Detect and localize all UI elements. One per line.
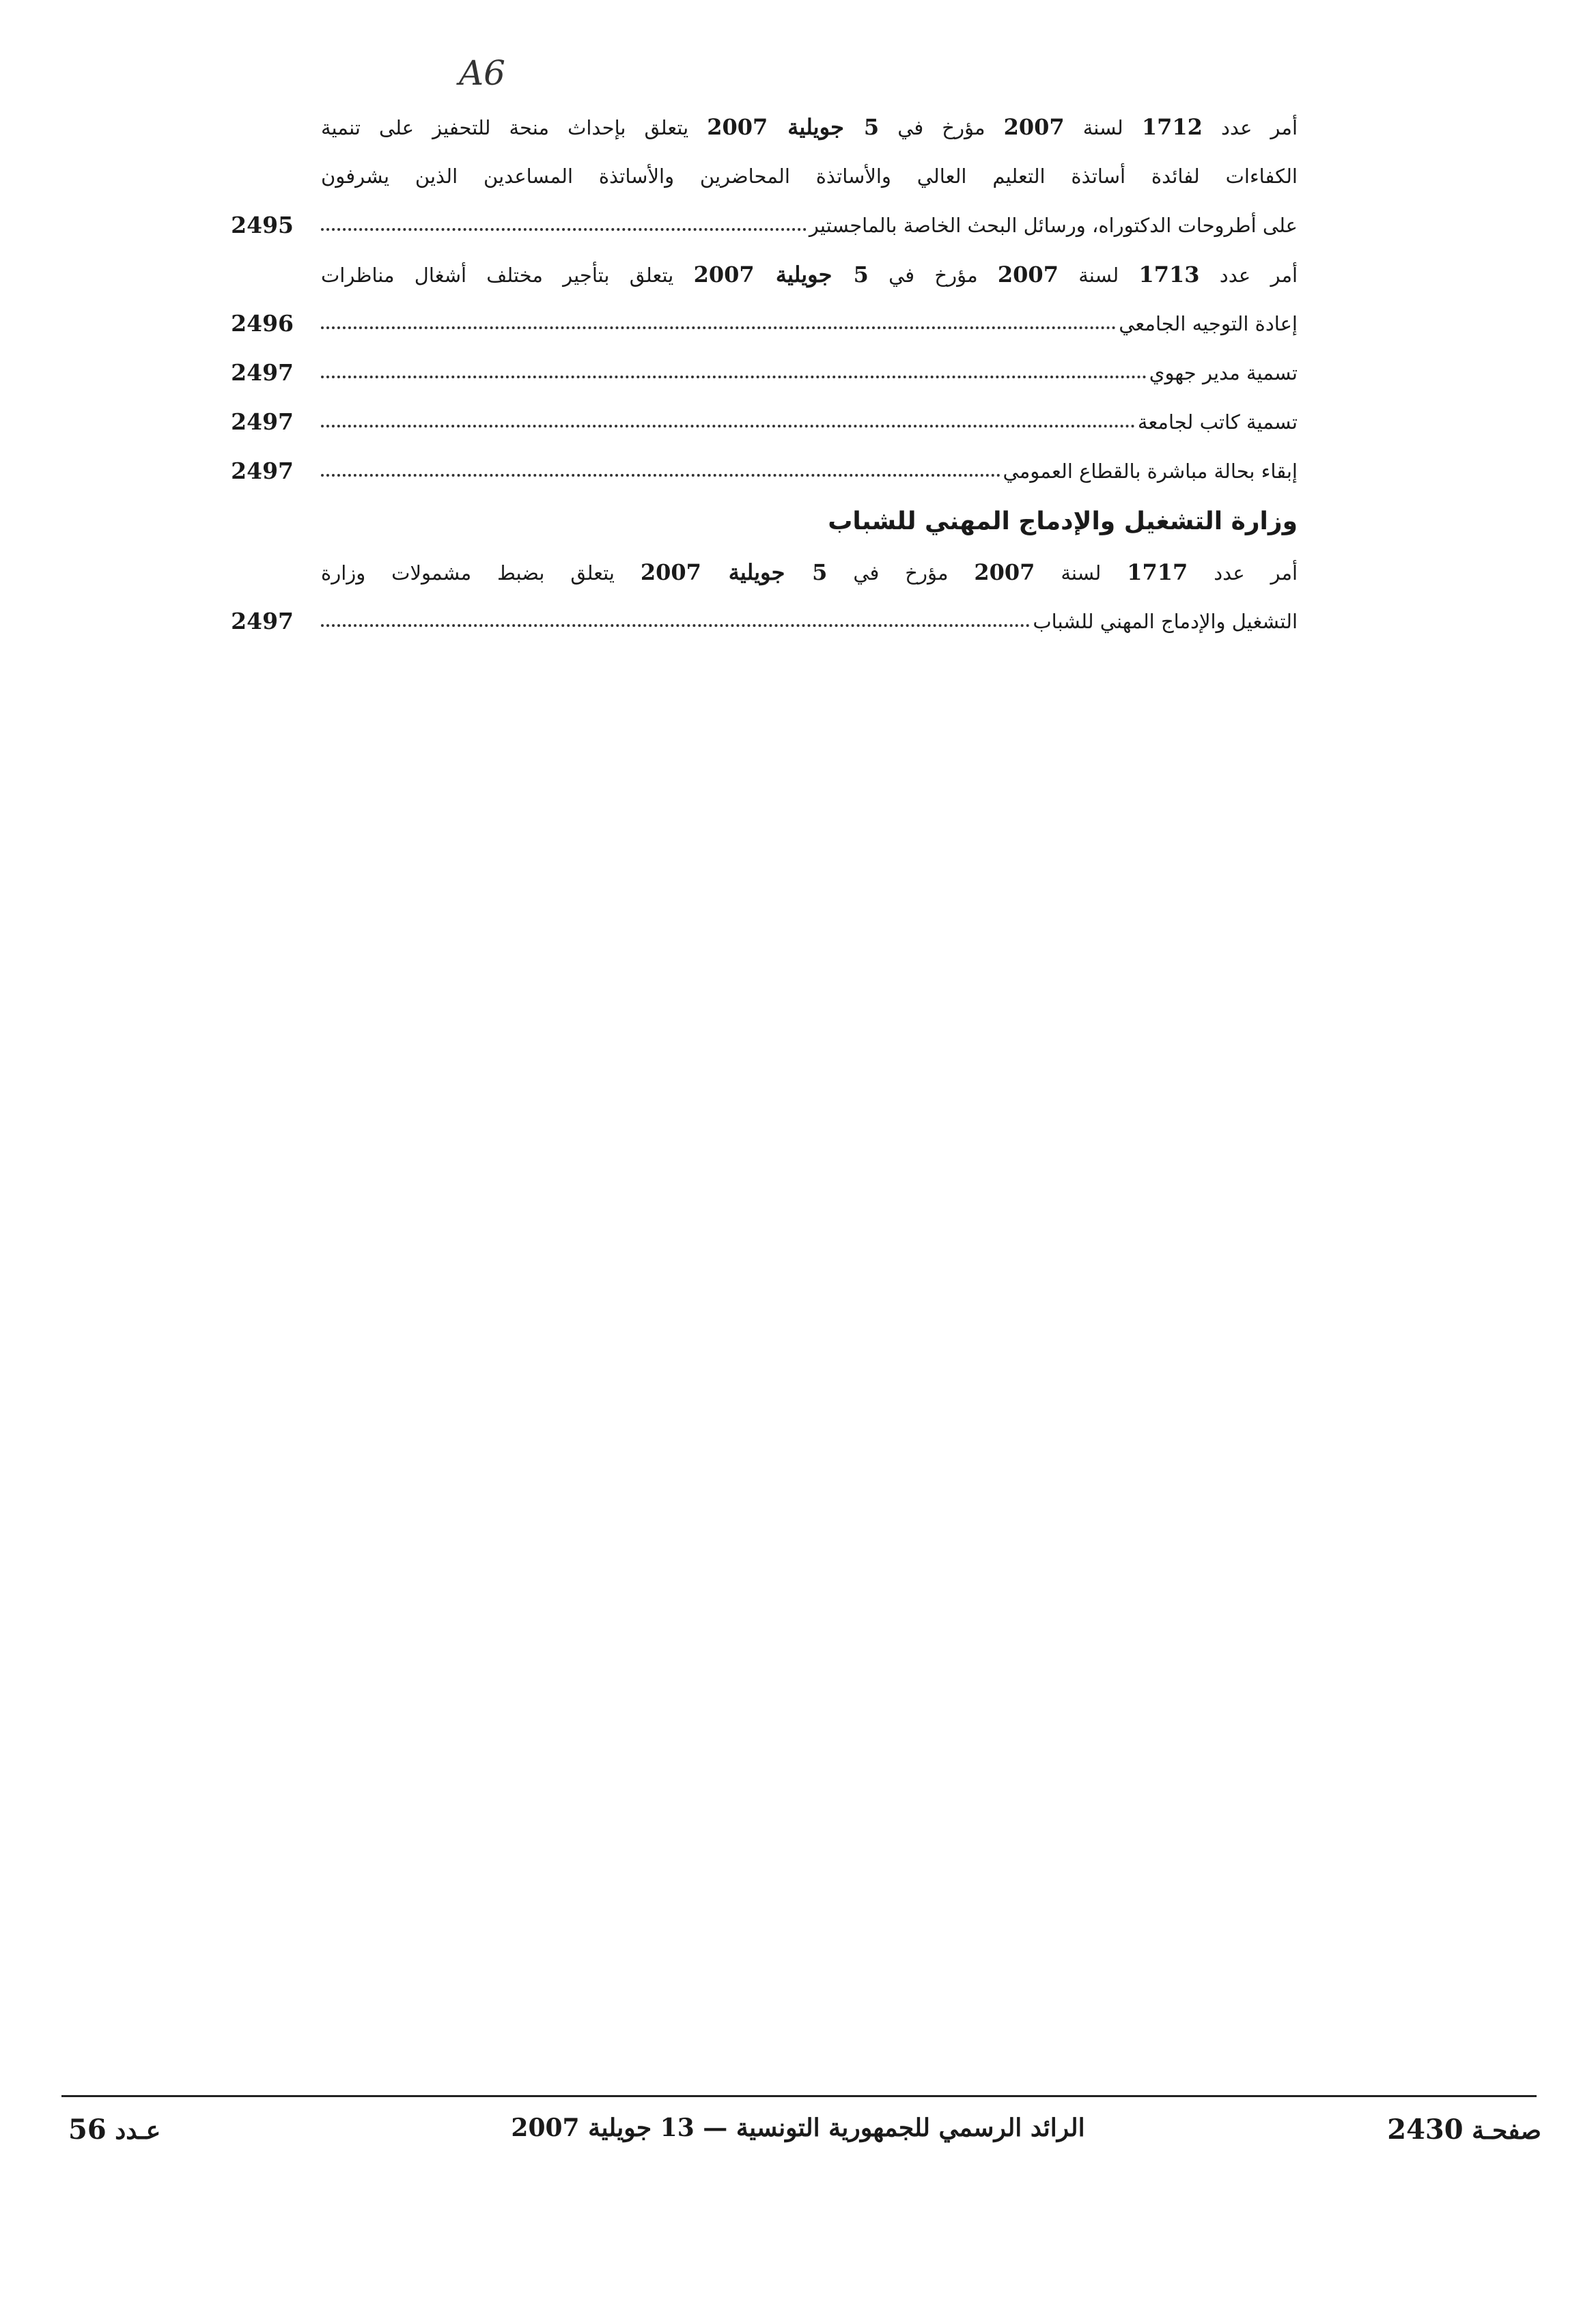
entry-leader-line [321,299,1298,348]
order-prefix: أمر عدد [1220,116,1298,139]
issue-label: عـدد [115,2116,161,2145]
order-year: 2007 [997,262,1059,287]
toc-entry-active-service [205,447,1298,496]
title-separator: — [703,2114,728,2142]
order-year: 2007 [1003,114,1065,140]
entry-heading [321,102,1298,152]
footer-title [0,2114,1596,2142]
entry-leader-line [321,597,1298,646]
entry-subject-line: التشغيل والإدماج المهني للشباب [1033,610,1298,633]
dot-leader [321,326,1116,329]
order-date: 5 جويلية 2007 [707,114,880,140]
order-number: 1712 [1141,114,1203,140]
order-prefix: أمر عدد [1214,561,1298,585]
gazette-date: 13 جويلية 2007 [511,2114,695,2142]
entry-leader-line [321,201,1298,250]
entry-leader-line [321,348,1298,397]
page-number[interactable]: 2497 [231,458,294,484]
ministry-title: وزارة التشغيل والإدماج المهني للشباب [828,507,1298,535]
order-number: 1713 [1138,262,1200,287]
year-prefix: لسنة [1078,264,1119,287]
ministry-heading [205,496,1298,548]
dated-prefix: مؤرخ في [888,264,978,287]
entry-heading [321,250,1298,300]
entry-leader-line [321,397,1298,447]
dated-prefix: مؤرخ في [853,561,949,585]
order-date: 5 جويلية 2007 [640,559,828,585]
page-number[interactable]: 2497 [231,408,294,435]
order-date: 5 جويلية 2007 [693,262,869,287]
toc-entry-university-secretary [205,397,1298,447]
entry-subject-line: على أطروحات الدكتوراه، ورسائل البحث الخاصة بالماجستير [809,214,1298,237]
subject-start: يتعلق بإحداث منحة للتحفيز على تنمية [321,116,689,139]
toc-entry-decree-1712 [205,102,1298,250]
dot-leader [321,425,1135,427]
order-number: 1717 [1127,559,1188,585]
dot-leader [321,228,807,231]
order-prefix: أمر عدد [1219,264,1298,287]
entry-label: تسمية مدير جهوي [1149,361,1298,384]
table-of-contents [205,102,1298,646]
dot-leader [321,624,1030,627]
issue-number: 56 [68,2114,107,2146]
entry-subject-line: إعادة التوجيه الجامعي [1119,312,1298,335]
subject-start: يتعلق بضبط مشمولات وزارة [321,561,615,585]
footer-page-number: 2430 [1387,2114,1464,2146]
dot-leader [321,474,1000,477]
gazette-title: الرائد الرسمي للجمهورية التونسية [736,2114,1085,2142]
entry-heading [321,548,1298,598]
toc-entry-decree-1713 [205,250,1298,348]
dot-leader [321,376,1147,378]
footer-divider [61,2095,1537,2097]
year-prefix: لسنة [1082,116,1123,139]
page-number[interactable]: 2497 [231,359,294,386]
entry-leader-line [321,447,1298,496]
order-year: 2007 [974,559,1035,585]
footer-page [1387,2114,1541,2146]
year-prefix: لسنة [1061,561,1102,585]
page-label: صفحـة [1472,2116,1541,2145]
toc-entry-decree-1717 [205,548,1298,646]
toc-entry-regional-director [205,348,1298,397]
entry-label: تسمية كاتب لجامعة [1137,410,1298,434]
entry-label: إبقاء بحالة مباشرة بالقطاع العمومي [1003,460,1298,483]
page-number[interactable]: 2497 [231,608,294,634]
page-number[interactable]: 2496 [231,310,294,337]
handwritten-mark: A6 [459,53,505,93]
page-number[interactable]: 2495 [231,212,294,238]
entry-subject-line: الكفاءات لفائدة أساتذة التعليم العالي والأساتذة المحاضرين والأساتذة المساعدين الذين يشرفون [321,165,1298,188]
dated-prefix: مؤرخ في [897,116,985,139]
subject-start: يتعلق بتأجير مختلف أشغال مناظرات [321,264,674,287]
